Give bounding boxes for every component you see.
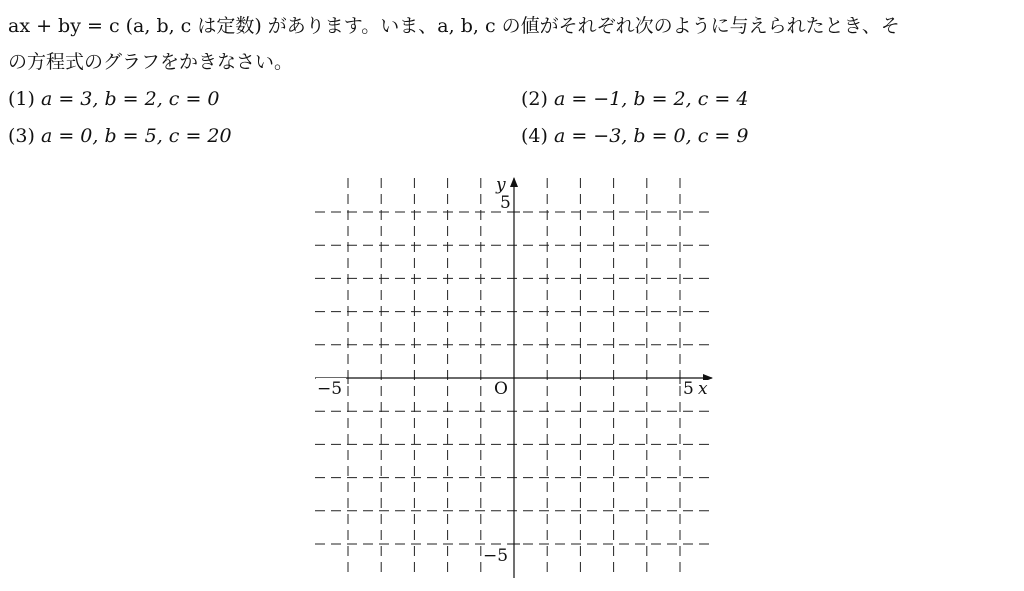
y-max-label: 5 <box>500 193 511 213</box>
origin-label: O <box>494 379 508 399</box>
x-axis-label: x <box>698 379 708 399</box>
y-axis-label: y <box>496 175 506 195</box>
axes <box>315 178 712 578</box>
subproblem-1-label: (1) <box>8 88 35 110</box>
problem-intro-line2: の方程式のグラフをかきなさい。 <box>8 51 294 73</box>
subproblem-4-expr: a = −3, b = 0, c = 9 <box>553 125 749 147</box>
x-max-label: 5 <box>683 379 694 399</box>
subproblem-2-label: (2) <box>521 88 548 110</box>
subproblem-3-label: (3) <box>8 125 35 147</box>
subproblem-4-label: (4) <box>521 125 548 147</box>
x-min-label: −5 <box>317 379 343 399</box>
y-min-label: −5 <box>483 546 509 566</box>
subproblem-1-expr: a = 3, b = 2, c = 0 <box>40 88 220 110</box>
subproblem-3-expr: a = 0, b = 5, c = 20 <box>40 125 232 147</box>
subproblem-2-expr: a = −1, b = 2, c = 4 <box>553 88 749 110</box>
problem-intro-line1: ax + by = c (a, b, c は定数) があります。いま、a, b, c の値がそれぞれ次のように与えられたとき、そ <box>8 15 900 37</box>
